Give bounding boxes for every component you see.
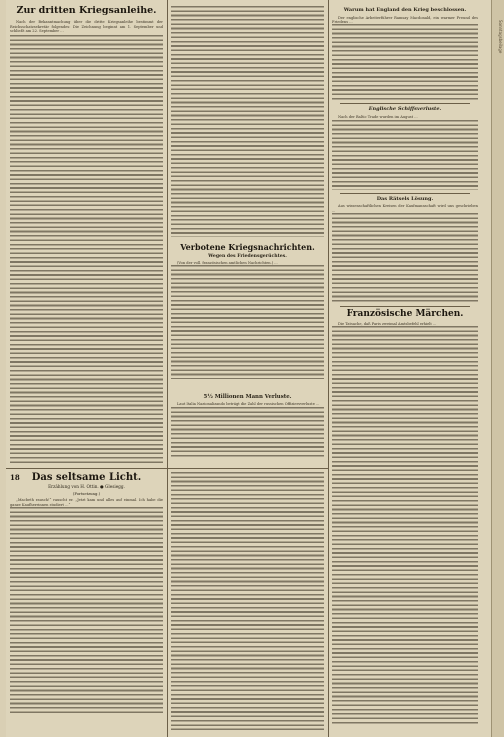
riddle-lead: Aus wissenschaftlichen Kreisen der Kaufmannschaft wird uns geschrieben ...: [332, 204, 478, 213]
england-headline: Warum hat England den Krieg beschlossen.: [343, 7, 467, 13]
loan-body-text: [10, 35, 163, 464]
article-light: [10, 472, 163, 735]
article-light-continued: [171, 472, 324, 735]
prohibited-body-text: [171, 265, 324, 379]
fairytales-body-text: [332, 326, 478, 726]
fairytales-headline: Französische Märchen.: [346, 308, 464, 319]
article-millions: [171, 392, 324, 466]
shipping-headline: Englische Schiffsverluste.: [368, 106, 442, 113]
millions-body-text: [171, 407, 324, 459]
riddle-headline: Das Rätsels Lösung.: [376, 195, 434, 202]
right-column: [332, 6, 478, 735]
loan-continued-text: [171, 6, 324, 237]
light-headline: Das seltsame Licht.: [31, 472, 142, 483]
millions-headline: 5½ Millionen Mann Verluste.: [203, 394, 292, 400]
riddle-body-text: [332, 213, 478, 303]
prohibited-subheadline: Wegen des Friedensgerüchtes.: [208, 253, 287, 259]
prohibited-headline: Verbotene Kriegsnachrichten.: [180, 243, 315, 252]
light-byline: Erzählung von H. Ottin. ● Glesiegg.: [48, 484, 125, 489]
column-rule: [167, 468, 168, 737]
column-rule: [167, 0, 168, 468]
prohibited-lead: (Von der voll. französischen amtlichen Nachrichten.) ...: [177, 261, 278, 266]
article-loan: [10, 6, 163, 464]
shipping-lead: Nach der Baltic Trade wurden im August ...: [338, 115, 418, 120]
separator: [340, 103, 470, 104]
column-rule: [328, 0, 329, 737]
light-body-text: [10, 507, 163, 715]
article-prohibited: [171, 243, 324, 388]
light-continued-text: [171, 472, 324, 733]
margin-label: Sonntagsbeilage: [498, 20, 503, 54]
separator: [340, 193, 470, 194]
newspaper-page: [6, 0, 494, 737]
article-loan-continued: [171, 6, 324, 239]
light-lead: „Macbeth rausch!“ rauscht er. „Jetzt kam und alles auf einmal. Ich habe die ganze Kaufherrinnen studiert ...“: [10, 498, 163, 507]
installment-number: 18: [10, 473, 20, 482]
separator: [340, 306, 470, 307]
page-margin: [491, 0, 504, 737]
fairytales-lead: Die Tatsache, daß Paris zweimal Amtsbefehl erhielt ...: [338, 321, 437, 326]
shipping-body-text: [332, 120, 478, 190]
light-note: (Fortsetzung.): [72, 490, 101, 496]
england-lead: Der englische Arbeiterführer Ramsay Macdonald, ein warmer Freund des Friedens ...: [332, 15, 478, 25]
england-body-text: [332, 24, 478, 100]
loan-headline: Zur dritten Kriegsanleihe.: [16, 6, 157, 16]
loan-lead: Nach der Bekanntmachung über die dritte Kriegsanleihe bestimmt der Reichsschatzsekretär folgendes: Die Zeichnung beginnt am 1. September und schließt am 22. September ...: [10, 20, 163, 34]
millions-lead: Laut Italia Nazionalizando beträgt die Zahl der russischen Offiziersverluste ...: [177, 402, 320, 407]
